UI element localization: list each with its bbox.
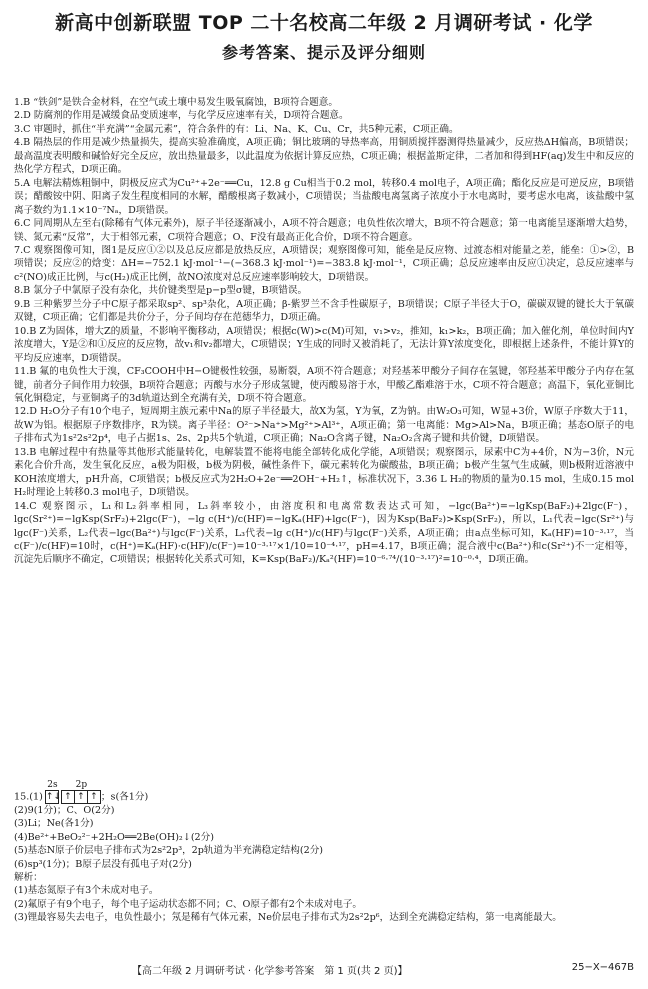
orbital-2p-label: 2p xyxy=(75,780,88,790)
answer-text: 三种紫罗兰分子中C原子都采取sp²、sp³杂化，A项正确；β-紫罗兰不含手性碳原子，B项错误；C原子半径大于O，碳碳双键的键长大于氧碳双键，C项正确；它们都是共价分子，分子间均存在范德华力，D项正确。 xyxy=(14,298,634,324)
answer-item-4 xyxy=(14,136,634,176)
orbital-diagram xyxy=(46,780,101,804)
page-title: 新高中创新联盟 TOP 二十名校高二年级 2 月调研考试 · 化学 xyxy=(55,12,593,34)
answer-item-12 xyxy=(14,405,634,445)
answer-text: 同周期从左至右(除稀有气体元素外)，原子半径逐渐减小，A项不符合题意；电负性依次增大，B项不符合题意；第一电离能呈逐渐增大趋势，镁、氮元素“反常”，大于相邻元素，C项符合题意；O、F没有最高正化合价，D项不符合题意。 xyxy=(14,218,634,243)
answer-number: 14.C xyxy=(14,500,37,512)
page-subtitle: 参考答案、提示及评分细则 xyxy=(221,43,426,62)
q15-line: (5)基态N原子价层电子排布式为2s²2p³，2p轨道为半充满稳定结构(2分) xyxy=(14,845,324,857)
answer-number: 7.C xyxy=(14,244,31,256)
q15-line: (2)氟原子有9个电子，每个电子运动状态都不同；C、O原子都有2个未成对电子。 xyxy=(14,898,363,910)
answer-text: “铁剑”是铁合金材料，在空气或土壤中易发生吸氧腐蚀，B项符合题意。 xyxy=(33,97,338,108)
answer-text: 审题时，抓住“半充满”“金属元素”，符合条件的有：Li、Na、K、Cu、Cr，共5种元素，C项正确。 xyxy=(33,123,459,135)
orbital-2s-label: 2s xyxy=(47,780,58,790)
answers-list xyxy=(14,96,634,567)
answer-text: 电解过程中有热量等其他形式能量转化，电解装置不能将电能全部转化成化学能，A项错误；观察图示，尿素中C为+4价，N为−3价，N元素化合价升高，发生氧化反应，a极为阳极，b极为阴极，碱性条件下，碳元素转化为碳酸盐，B项正确；b极产生氢气生成碱，则b极附近溶液中KOH浓度增大，pH升高，C项错误；b极反应式为2H₂O+2e⁻══2OH⁻+H₂↑，标准状况下，3.36 L H₂的物质的量为0.15 mol，生成0.15 mol H₂时理论上转移0.3 mol电子，D项错误。 xyxy=(14,446,634,499)
answer-number: 11.B xyxy=(14,366,37,378)
answer-text: 氯分子中氯原子没有杂化，共价键类型是p−p型σ键，B项错误。 xyxy=(33,285,308,297)
q15-part1-suffix: ；s(各1分) xyxy=(100,791,149,803)
answer-item-10 xyxy=(14,325,634,365)
answer-text: 电解法精炼粗铜中，阴极反应式为Cu²⁺+2e⁻══Cu，12.8 g Cu相当于0.2 mol，转移0.4 mol电子，A项正确；酯化反应是可逆反应，B项错误；醋酸铵中阴、阳离子发生程度相同的水解，醋酸根离子数减小，C项错误；当盐酸电离氢离子浓度小于水电离时，要考虑水电离，该盐酸中氢离子数约为1.1×10⁻⁷Nₐ，D项错误。 xyxy=(14,177,634,216)
q15-line: (6)sp³(1分)；B原子层没有孤电子对(2分) xyxy=(14,858,192,870)
answer-number: 15. xyxy=(14,791,30,803)
answer-number: 2.D xyxy=(14,110,31,122)
answer-item-8 xyxy=(14,284,634,297)
answer-number: 5.A xyxy=(14,177,31,189)
q15-part1 xyxy=(14,780,634,804)
q15-analysis-heading: 解析： xyxy=(14,872,43,884)
answer-item-1 xyxy=(14,96,634,109)
answer-number: 3.C xyxy=(14,123,31,135)
answer-text: 隔热层的作用是减少热量损失，提高实验准确度，A项正确；铜比玻璃的导热率高，用铜质搅拌器测得热量减少，反应热ΔH偏高，B项错误；最高温度表明酸和碱恰好完全反应，放出热量最多，以此温度为依据计算反应热，C项正确；根据盖斯定律，二者加和得到HF(aq)发生中和反应的热化学方程式，D项正确。 xyxy=(14,137,634,176)
q15-line: (4)Be²⁺+BeO₂²⁻+2H₂O══2Be(OH)₂↓(2分) xyxy=(14,831,215,843)
answer-item-6 xyxy=(14,217,634,244)
orbital-box: ↑ xyxy=(87,790,101,804)
answer-item-3 xyxy=(14,123,634,136)
q15-line: (2)9(1分)；C、O(2分) xyxy=(14,805,115,816)
answer-item-9 xyxy=(14,298,634,325)
answer-number: 13.B xyxy=(14,446,37,458)
q15-line: (1)基态氮原子有3个未成对电子。 xyxy=(14,885,159,897)
q15-line: (3)锂最容易失去电子，电负性最小；氖是稀有气体元素，Ne价层电子排布式为2s²2p⁶，达到全充满稳定结构，第一电离能最大。 xyxy=(14,912,562,924)
answer-number: 12.D xyxy=(14,406,37,418)
orbital-box: ↑ xyxy=(61,790,75,804)
answer-text: 氟的电负性大于溴，CF₃COOH中H−O键极性较强，易断裂，A项不符合题意；对羟基苯甲酸分子间存在氢键，邻羟基苯甲酸分子内存在氢键，前者分子间作用力较强，B项符合题意；丙酸与水分子形成氢键，使丙酸易溶于水，甲酸乙酯难溶于水，C项不符合题意；高温下，氧化亚铜比氧化铜稳定，与亚铜离子的3d轨道达到全充满有关，D项不符合题意。 xyxy=(14,366,634,404)
answer-item-15 xyxy=(14,780,634,925)
answer-item-5 xyxy=(14,177,634,217)
orbital-2p xyxy=(62,780,101,804)
answer-number: 6.C xyxy=(14,218,31,230)
footer-code: 25−X−467B xyxy=(571,962,634,973)
orbital-box: ↑↓ xyxy=(45,792,62,802)
answer-item-14 xyxy=(14,500,634,567)
answer-text: H₂O分子有10个电子，短周期主族元素中Na的原子半径最大，故X为氢，Y为氧，Z为钠。由W₂O₃可知，W显+3价，W原子序数大于11，故W为铝。根据原子序数排序，R为镁。离子半径：O²⁻>Na⁺>Mg²⁺>Al³⁺，A项正确；第一电离能：Mg>Al>Na，B项正确；基态O原子的电子排布式为1s²2s²2p⁴，电子占据1s、2s、2p共5个轨道，C项正确；Na₂O含离子键，Na₂O₂含离子键和共价键，D项错误。 xyxy=(14,406,634,445)
answer-number: 4.B xyxy=(14,137,31,149)
orbital-2s xyxy=(45,780,62,804)
answer-number: 1.B xyxy=(14,97,31,108)
answer-number: 10.B xyxy=(14,325,37,337)
q15-part1-prefix: (1) xyxy=(29,791,43,803)
answer-number: 9.B xyxy=(14,298,31,310)
answer-text: 观察图像可知，图1是反应①②以及总反应都是放热反应，A项错误；观察图像可知，能垒是反应物、过渡态相对能量之差，能垒：①>②，B项错误；反应②的焓变：ΔH=−752.1 kJ·mol⁻¹−(−368.3 kJ·mol⁻¹)=−383.8 kJ·mol⁻¹，C项正确；总反应速率由反应①决定，总反应速率与c²(NO)成正比例，与c(H₂)成正比例，故NO浓度对总反应速率影响较大，D项错误。 xyxy=(14,244,634,283)
answer-text: Z为固体，增大Z的质量，不影响平衡移动，A项错误；根据c(W)>c(M)可知，v₁>v₂，推知，k₁>k₂，B项正确；加入催化剂，单位时间内Y浓度增大，Y是②和①反应的反应物，故v₁和v₂都增大，C项错误；Y生成的同时又被消耗了，无法计算Y浓度变化，即根据上述条件，不能计算Y的平均反应速率，D项错误。 xyxy=(14,325,634,364)
footer-text: 【高二年级 2 月调研考试 · 化学参考答案 第 1 页(共 2 页)】 xyxy=(132,966,408,977)
answer-item-2 xyxy=(14,109,634,122)
answer-text: 观察图示，L₁和L₂斜率相同，L₃斜率较小，由溶度积和电离常数表达式可知，−lgc(Ba²⁺)=−lgKsp(BaF₂)+2lgc(F⁻)，lgc(Sr²⁺)=−lgKsp(SrF₂)+2lgc(F⁻)，−lg c(H⁺)/c(HF)=−lgKₐ(HF)+lgc(F⁻)，因为Ksp(BaF₂)>Ksp(SrF₂)，所以，L₁代表−lgc(Sr²⁺)与lgc(F⁻)关系，L₂代表−lgc(Ba²⁺)与lgc(F⁻)关系，L₃代表−lg c(H⁺)/c(HF)与lgc(F⁻)关系，A项正确；由a点坐标可知，Kₐ(HF)=10⁻³·¹⁷，当c(F⁻)/c(HF)=10时，c(H⁺)=Kₐ(HF)·c(HF)/c(F⁻)=10⁻³·¹⁷×1/10=10⁻⁴·¹⁷，pH=4.17，B项正确；混合液中c(Ba²⁺)和c(Sr²⁺)不一定相等，沉淀先后顺序不确定，C项错误；根据转化关系式可知，K=Ksp(BaF₂)/Kₐ²(HF)=10⁻⁶·⁷⁴/(10⁻³·¹⁷)²=10⁻⁰·⁴，D项正确。 xyxy=(14,500,634,566)
answer-number: 8.B xyxy=(14,285,31,297)
q15-line: (3)Li；Ne(各1分) xyxy=(14,818,94,830)
answer-item-7 xyxy=(14,244,634,284)
answer-text: 防腐剂的作用是减缓食品变质速率，与化学反应速率有关，D项符合题意。 xyxy=(33,110,349,122)
answer-item-11 xyxy=(14,365,634,405)
orbital-box: ↑ xyxy=(74,790,88,804)
answer-item-13 xyxy=(14,446,634,500)
